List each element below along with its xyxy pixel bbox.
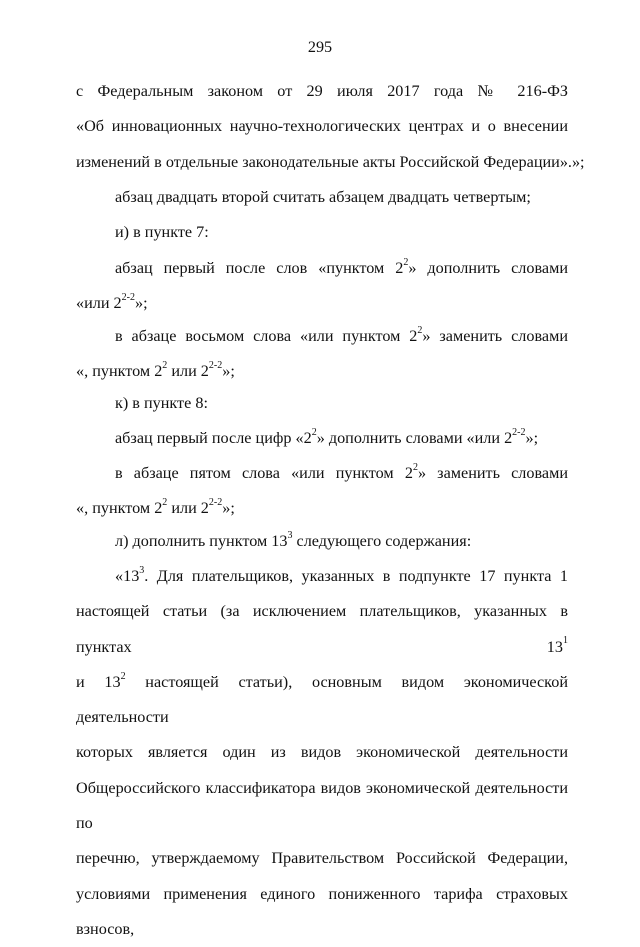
text-line: и) в пункте 7: <box>115 223 209 241</box>
paragraph-item-k-first <box>76 421 568 456</box>
paragraph-item-i-first <box>76 251 568 322</box>
paragraph-item-13-3 <box>76 559 568 947</box>
text-line: перечню, утверждаемому Правительством Российской Федерации, <box>76 849 568 868</box>
text-line: «$13^3$. Для плательщиков, указанных в подпункте 17 пункта 1 <box>115 564 568 585</box>
text-line: Общероссийского классификатора видов экономической деятельности по <box>76 778 568 833</box>
text-line: «Об инновационных научно-технологических центрах и о внесении <box>76 117 568 136</box>
text-line: в абзаце пятом слова «или пунктом $2^2$» заменить словами <box>115 461 569 482</box>
text-line: в абзаце восьмом слова «или пунктом $2^2$» заменить словами <box>115 324 568 345</box>
text-line: с Федеральным законом от 29 июля 2017 года № 216-ФЗ <box>76 82 568 100</box>
text-line: условиями применения единого пониженного тарифа страховых взносов, <box>76 884 568 938</box>
text-line: «, пунктом $2^2$ или 2$^{2-2}$»; <box>76 359 235 381</box>
text-line: к) в пункте 8: <box>115 394 208 412</box>
paragraph-federal-law <box>76 74 585 180</box>
paragraph-item-l <box>76 524 568 559</box>
text-line: л) дополнить пунктом $13^3$ следующего содержания: <box>115 529 472 550</box>
text-line: настоящей статьи (за исключением плательщиков, указанных в пунктах $13^1$ <box>76 602 568 656</box>
text-line: абзац первый после слов «пунктом $2^2$» дополнить словами <box>115 256 568 277</box>
paragraph-item-k-fifth <box>76 456 568 527</box>
paragraph-item-k <box>76 386 568 421</box>
text-line: «или 2$^{2-2}$»; <box>76 291 148 313</box>
text-line: которых является один из видов экономической деятельности <box>76 743 568 762</box>
paragraph-item-i <box>76 215 568 250</box>
page-number: 295 <box>307 38 333 56</box>
paragraph-abzac <box>76 180 568 215</box>
text-line: «, пунктом $2^2$ или 2$^{2-2}$»; <box>76 496 235 518</box>
text-line: изменений в отдельные законодательные акты Российской Федерации».»; <box>76 152 585 171</box>
text-line: и $13^2$ настоящей статьи), основным видом экономической деятельности <box>76 670 568 727</box>
text-line: абзац первый после цифр «$2^2$» дополнить словами «или 2$^{2-2}$»; <box>115 426 539 447</box>
paragraph-item-i-eighth <box>76 319 568 390</box>
text-line: абзац двадцать второй считать абзацем двадцать четвертым; <box>115 188 531 206</box>
